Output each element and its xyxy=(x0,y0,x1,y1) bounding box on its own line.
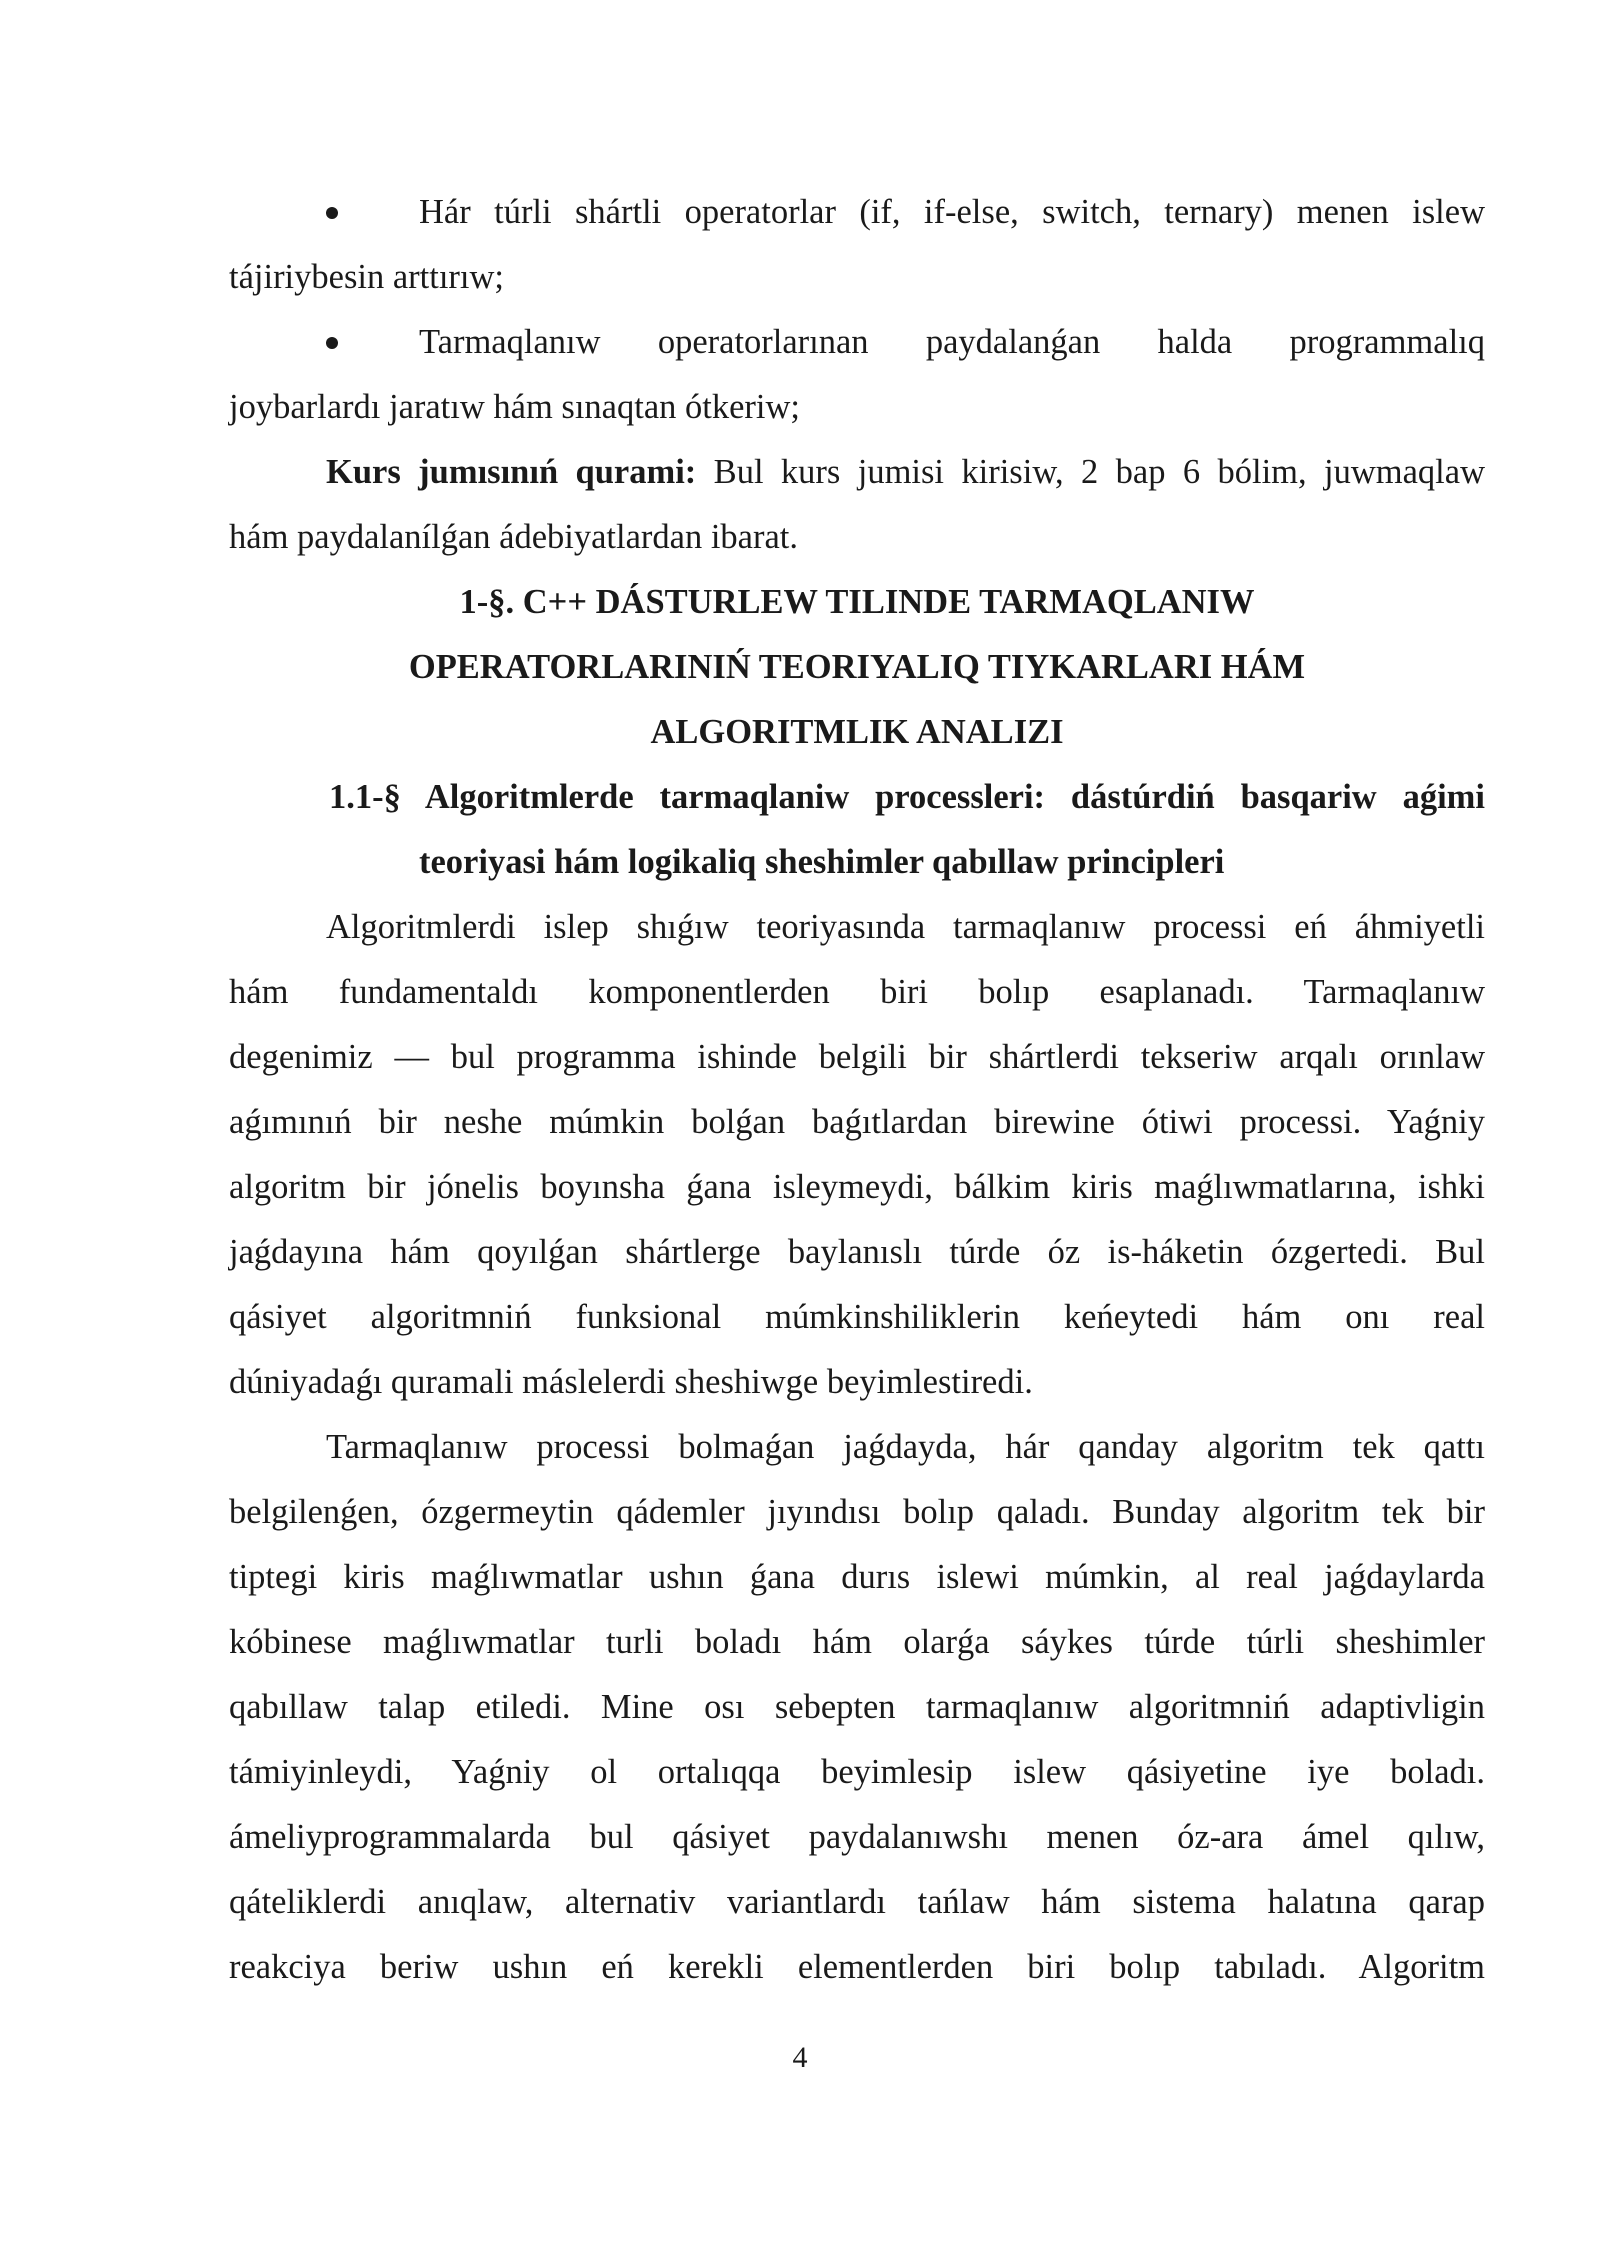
paragraph-line: dúniyadaǵı quramali máslelerdi sheshiwge beyimlestiredi. xyxy=(229,1363,1033,1401)
bullet-icon xyxy=(326,207,338,219)
paragraph-line: jaǵdayına hám qoyılǵan shártlerge baylanıslı túrde óz is-háketin ózgertedi. Bul xyxy=(229,1233,1485,1271)
paragraph-line: hám fundamentaldı komponentlerden biri bolıp esaplanadı. Tarmaqlanıw xyxy=(229,973,1485,1011)
chapter-heading-line: 1-§. C++ DÁSTURLEW TILINDE TARMAQLANIW xyxy=(459,583,1255,621)
chapter-heading-line: OPERATORLARINIŃ TEORIYALIQ TIYKARLARI HÁM xyxy=(408,648,1306,686)
paragraph-line: Tarmaqlanıw processi bolmaǵan jaǵdayda, hár qanday algoritm tek qattı xyxy=(326,1428,1485,1466)
structure-paragraph xyxy=(229,440,1485,570)
paragraph-line: degenimiz — bul programma ishinde belgili bir shártlerdi tekseriw arqalı orınlaw xyxy=(229,1038,1485,1076)
bullet-text-line: tájiriybesin arttırıw; xyxy=(229,258,504,296)
paragraph-line: belgilenǵen, ózgermeytin qádemler jıyındısı bolıp qaladı. Bunday algoritm tek bir xyxy=(229,1493,1485,1531)
structure-label: Kurs jumısınıń qurami: xyxy=(326,453,697,491)
bullet-text-line: Tarmaqlanıw operatorlarınan paydalanǵan halda programmalıq xyxy=(419,323,1485,361)
bullet-item xyxy=(229,180,1485,310)
bullet-item xyxy=(229,310,1485,440)
body-paragraph xyxy=(229,895,1485,1415)
structure-line xyxy=(229,440,1485,505)
paragraph-line: aǵımınıń bir neshe múmkin bolǵan baǵıtlardan birewine ótiwi processi. Yaǵniy xyxy=(229,1103,1485,1141)
paragraph-line: reakciya beriw ushın eń kerekli elementlerden biri bolıp tabıladı. Algoritm xyxy=(229,1948,1485,1986)
chapter-heading xyxy=(229,570,1485,765)
section-heading xyxy=(229,765,1485,895)
body-paragraph xyxy=(229,1415,1485,2000)
paragraph-line: algoritm bir jónelis boyınsha ǵana isleymeydi, bálkim kiris maǵlıwmatlarına, ishki xyxy=(229,1168,1485,1206)
structure-line: hám paydalanílǵan ádebiyatlardan ibarat. xyxy=(229,518,798,556)
paragraph-line: qásiyet algoritmniń funksional múmkinshiliklerin keńeytedi hám onı real xyxy=(229,1298,1485,1336)
paragraph-line: ámeliyprogrammalarda bul qásiyet paydalanıwshı menen óz-ara ámel qılıw, xyxy=(229,1818,1485,1856)
section-heading-line: teoriyasi hám logikaliq sheshimler qabıllaw principleri xyxy=(419,843,1225,881)
paragraph-line: támiyinleydi, Yaǵniy ol ortalıqqa beyimlesip islew qásiyetine iye boladı. xyxy=(229,1753,1485,1791)
paragraph-line: kóbinese maǵlıwmatlar turli boladı hám olarǵa sáykes túrde túrli sheshimler xyxy=(229,1623,1485,1661)
paragraph-line: tiptegi kiris maǵlıwmatlar ushın ǵana durıs islewi múmkin, al real jaǵdaylarda xyxy=(229,1558,1485,1596)
paragraph-line: Algoritmlerdi islep shıǵıw teoriyasında tarmaqlanıw processi eń áhmiyetli xyxy=(326,908,1485,946)
section-heading-line: 1.1-§ Algoritmlerde tarmaqlaniw processleri: dástúrdiń basqariw aǵimi xyxy=(329,778,1485,816)
structure-text: Bul kurs jumisi kirisiw, 2 bap 6 bólim, juwmaqlaw xyxy=(696,453,1485,491)
paragraph-line: qabıllaw talap etiledi. Mine osı sebepten tarmaqlanıw algoritmniń adaptivligin xyxy=(229,1688,1485,1726)
page-number: 4 xyxy=(792,2041,808,2074)
chapter-heading-line: ALGORITMLIK ANALIZI xyxy=(650,713,1064,751)
bullet-text-line: joybarlardı jaratıw hám sınaqtan ótkeriw; xyxy=(229,388,800,426)
paragraph-line: qáteliklerdi anıqlaw, alternativ variantlardı tańlaw hám sistema halatına qarap xyxy=(229,1883,1485,1921)
bullet-icon xyxy=(326,337,338,349)
bullet-text-line: Hár túrli shártli operatorlar (if, if-else, switch, ternary) menen islew xyxy=(419,193,1485,231)
